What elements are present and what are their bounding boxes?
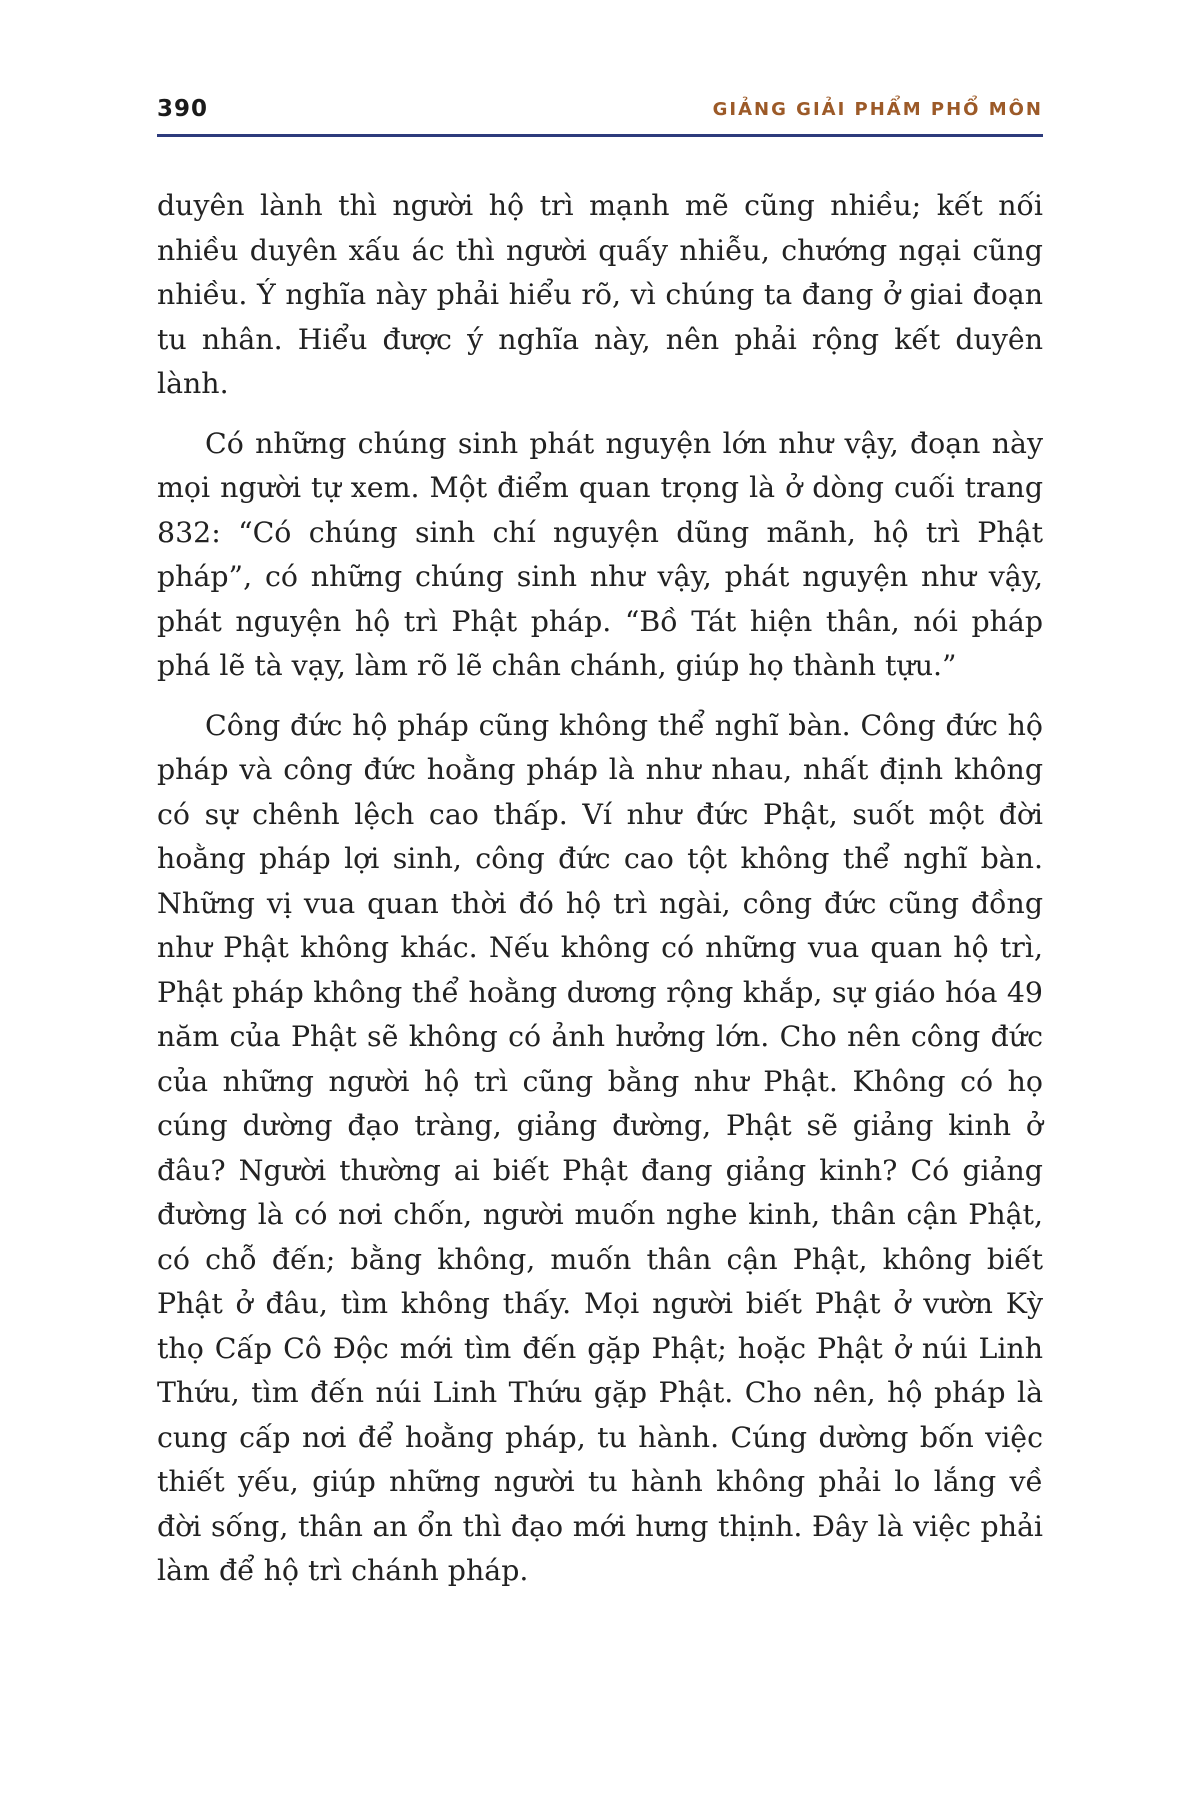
header-rule [157, 134, 1043, 137]
page-number: 390 [157, 96, 209, 122]
page-header [157, 96, 1043, 136]
paragraph-1: duyên lành thì người hộ trì mạnh mẽ cũng nhiều; kết nối nhiều duyên xấu ác thì người quấy nhiễu, chướng ngại cũng nhiều. Ý nghĩa này phải hiểu rõ, vì chúng ta đang ở giai đoạn tu nhân. Hiểu được ý nghĩa này, nên phải rộng kết duyên lành. [157, 189, 1043, 400]
running-title: GIẢNG GIẢI PHẨM PHỔ MÔN [712, 99, 1043, 120]
paragraph-3: Công đức hộ pháp cũng không thể nghĩ bàn. Công đức hộ pháp và công đức hoằng pháp là như nhau, nhất định không có sự chênh lệch cao thấp. Ví như đức Phật, suốt một đời hoằng pháp lợi sinh, công đức cao tột không thể nghĩ bàn. Những vị vua quan thời đó hộ trì ngài, công đức cũng đồng như Phật không khác. Nếu không có những vua quan hộ trì, Phật pháp không thể hoằng dương rộng khắp, sự giáo hóa 49 năm của Phật sẽ không có ảnh hưởng lớn. Cho nên công đức của những người hộ trì cũng bằng như Phật. Không có họ cúng dường đạo tràng, giảng đường, Phật sẽ giảng kinh ở đâu? Người thường ai biết Phật đang giảng kinh? Có giảng đường là có nơi chốn, người muốn nghe kinh, thân cận Phật, có chỗ đến; bằng không, muốn thân cận Phật, không biết Phật ở đâu, tìm không thấy. Mọi người biết Phật ở vườn Kỳ thọ Cấp Cô Độc mới tìm đến gặp Phật; hoặc Phật ở núi Linh Thứu, tìm đến núi Linh Thứu gặp Phật. Cho nên, hộ pháp là cung cấp nơi để hoằng pháp, tu hành. Cúng dường bốn việc thiết yếu, giúp những người tu hành không phải lo lắng về đời sống, thân an ổn thì đạo mới hưng thịnh. Đây là việc phải làm để hộ trì chánh pháp. [157, 708, 1043, 1587]
paragraph-2: Có những chúng sinh phát nguyện lớn như vậy, đoạn này mọi người tự xem. Một điểm quan trọng là ở dòng cuối trang 832: “Có chúng sinh chí nguyện dũng mãnh, hộ trì Phật pháp”, có những chúng sinh như vậy, phát nguyện như vậy, phát nguyện hộ trì Phật pháp. “Bồ Tát hiện thân, nói pháp phá lẽ tà vạy, làm rõ lẽ chân chánh, giúp họ thành tựu.” [157, 426, 1043, 682]
body-text [157, 184, 1043, 1609]
